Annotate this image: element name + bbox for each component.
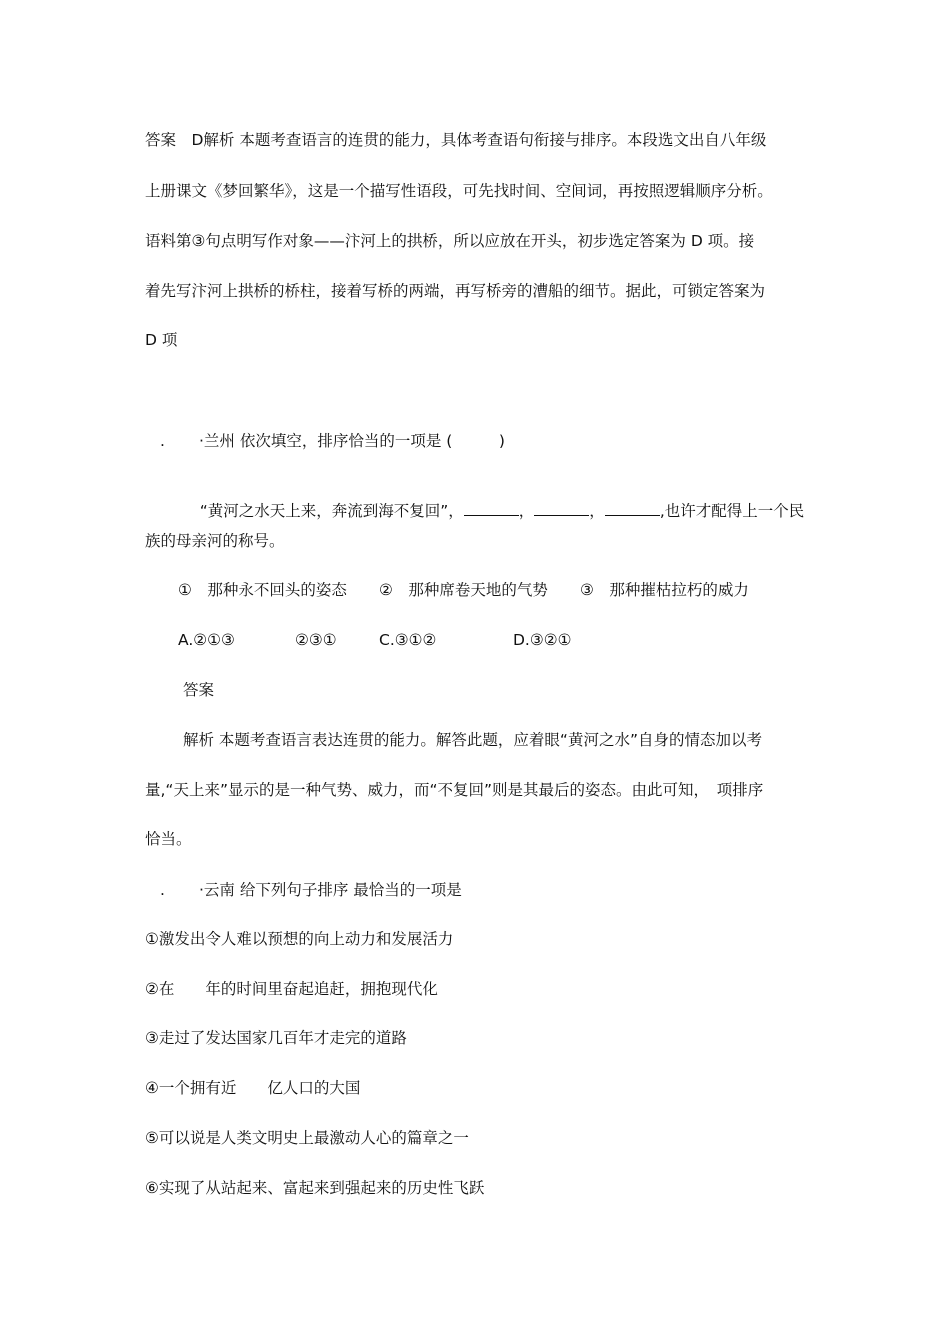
question-2-item-3: ③ 那种摧枯拉朽的威力 xyxy=(580,581,749,599)
question-3-number: . xyxy=(160,881,165,899)
quote-text-end: ,也许才配得上一个民 xyxy=(659,502,805,520)
question-3-sentence-4: ④一个拥有近 亿人口的大国 xyxy=(145,1079,361,1097)
blank-2 xyxy=(534,501,589,516)
question-2-number: . xyxy=(160,432,165,450)
question-3-sentence-3: ③走过了发达国家几百年才走完的道路 xyxy=(145,1029,407,1047)
answer-analysis-line-3: 语料第③句点明写作对象——汴河上的拱桥，所以应放在开头，初步选定答案为 D 项。接 xyxy=(145,232,755,250)
question-2-analysis-line-1: 解析 本题考查语言表达连贯的能力。解答此题，应着眼“黄河之水”自身的情态加以考 xyxy=(183,731,762,749)
question-2-option-b: ②③① xyxy=(295,631,337,649)
question-2-stem: ·兰州 依次填空，排序恰当的一项是 ( ) xyxy=(199,432,505,450)
question-3-sentence-2: ②在 年的时间里奋起追赶，拥抱现代化 xyxy=(145,980,438,998)
separator-1: ， xyxy=(518,502,535,520)
question-2-quote-line-2: 族的母亲河的称号。 xyxy=(145,532,285,550)
answer-analysis-line-2: 上册课文《梦回繁华》，这是一个描写性语段，可先找时间、空间词，再按照逻辑顺序分析。 xyxy=(145,182,773,200)
blank-3 xyxy=(605,501,660,516)
quote-text: “黄河之水天上来，奔流到海不复回”， xyxy=(199,502,464,520)
answer-analysis-line-4: 着先写汴河上拱桥的桥柱，接着写桥的两端，再写桥旁的漕船的细节。据此，可锁定答案为 xyxy=(145,282,766,300)
question-3-sentence-6: ⑥实现了从站起来、富起来到强起来的历史性飞跃 xyxy=(145,1179,485,1197)
question-3-stem: ·云南 给下列句子排序 最恰当的一项是 xyxy=(199,881,462,899)
answer-analysis-line-1: 答案 D解析 本题考查语言的连贯的能力，具体考查语句衔接与排序。本段选文出自八年级 xyxy=(145,131,767,149)
question-2-option-c: C.③①② xyxy=(379,631,437,649)
question-2-option-d: D.③②① xyxy=(513,631,572,649)
question-2-item-2: ② 那种席卷天地的气势 xyxy=(379,581,548,599)
answer-analysis-line-5: D 项 xyxy=(145,331,178,349)
blank-1 xyxy=(464,501,519,516)
question-2-item-1: ① 那种永不回头的姿态 xyxy=(178,581,347,599)
question-3-sentence-5: ⑤可以说是人类文明史上最激动人心的篇章之一 xyxy=(145,1129,469,1147)
question-2-analysis-line-2: 量,“天上来”显示的是一种气势、威力，而“不复回”则是其最后的姿态。由此可知， 项排序 xyxy=(145,781,764,799)
question-3-sentence-1: ①激发出令人难以预想的向上动力和发展活力 xyxy=(145,930,454,948)
question-2-analysis-line-3: 恰当。 xyxy=(145,830,192,848)
question-2-answer-label: 答案 xyxy=(183,681,215,699)
question-2-option-a: A.②①③ xyxy=(178,631,235,649)
separator-2: ， xyxy=(589,502,605,520)
